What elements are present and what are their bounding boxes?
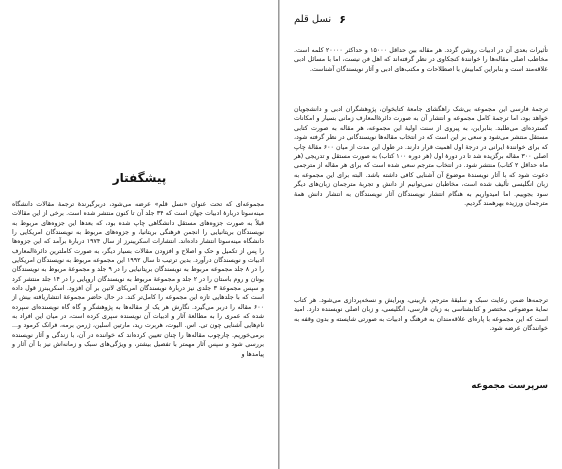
preface-body (12, 200, 264, 359)
paragraph-text: تأثیرات بعدی آن در ادبیات روشن گردد. هر مقاله بین حداقل ۱۵۰۰۰ و حداکثر ۲۰۰۰۰ کلمه است. مخاطب اصلی مقاله‌ها را خوانندهٔ کنجکاوی در نظر گرفته‌اند که اهل فن نیست، اما با مسائل ادبی علاقه‌مند است و بنابراین کمابیش با اصطلاحات و مکتب‌های ادبی و آثار نویسندگان آشناست. (294, 47, 548, 73)
running-head: نسل قلم (294, 14, 332, 25)
page-header (294, 13, 548, 26)
editor-signature: سرپرست مجموعه (471, 381, 548, 391)
preface-paragraph: مجموعه‌ای که تحت عنوان «نسل قلم» عرضه می‌شود، دربرگیرندهٔ ترجمهٔ مقالات دانشگاه مینه‌سوتا دربارهٔ ادبیات جهان است که ۳۴ جلد آن تا کنون منتشر شده است. برخی از این مقالات قبلاً به صورت جزوه‌های مستقل دانشگاهی چاپ شده بود، که بعدها این جزوه‌های مربوط به نویسندگان بریتانیایی را انجمن فرهنگی بریتانیا، و جزوه‌های مربوط به نویسندگان امریکایی را دانشگاه مینه‌سوتا انتشار داده‌اند. انتشارات اسکریبنرز از سال ۱۹۷۴ دربارهٔ برآمد که این جزوه‌ها را پس از تکمیل و حک و اصلاح و افزودن مقالات بسیار دیگر، به صورت کاملترین دائرة‌المعارف ادبیات و نویسندگان درآورد. بدین ترتیب تا سال ۱۹۹۲ این مجموعه مربوط به نویسندگان امریکایی را در ۸ جلد مجموعه مربوط به نویسندگان بریتانیایی را در ۹ جلد و مجموعهٔ مربوط به نویسندگان یونان و روم باستان را در ۲ جلد و مجموعهٔ مربوط به نویسندگان اروپایی را در ۱۴ جلد منتشر کرد و سپس مجموعهٔ ۳ جلدی نیز دربارهٔ نویسندگان امریکای لاتین بر آن افزود. اسکریبنرز قول داده است که با جلدهایی تازه این مجموعه را کامل‌تر کند. در حال حاضر مجموعهٔ انتشاریافته بیش از ۶۰۰ مقاله را دربر می‌گیرد. نگارش هر یک از مقاله‌ها به پژوهشگر و گاه گاه نویسنده‌ای سپرده شده که عمری را به مطالعهٔ آثار و ادبیات آن نویسنده سپری کرده است، در میان این افراد به نام‌هایی آشنایی چون تی. اس. الیوت، هربرت رید، مارتین اسلین، ژرمن برمه، فرانک کرمود و... برمی‌خوریم. چارچوب مقاله‌ها را چنان تعیین کرده‌اند که خواننده در آن، با زندگی و آثار نویسنده بررسی شود و سپس آثار مهمتر با تفصیل بیشتر، و ویژگی‌های سبک و زمانه‌اش نیز با آن آثار و پیامدها و (12, 201, 264, 358)
left-page (0, 0, 279, 469)
intro-paragraph-3 (294, 296, 548, 334)
paragraph-text: ترجمهٔ فارسی این مجموعه بی‌شک راهگشای جامعهٔ کتابخوان، پژوهشگران ادبی و دانشجویان خواهد بود، اما ترجمهٔ کامل مجموعه و انتشار آن به صورت دائرة‌المعارف زمانی بسیار و امکانات گسترده‌ای می‌طلبد. بنابراین، به پیروی از سنت اولیهٔ این مجموعه، هر مقاله به صورت کتابی مستقل منتشر می‌شود و سعی بر این است که در انتخاب مقاله‌ها نویسندگانی در نظر گرفته شود، که برای خوانندهٔ ایرانی در درجهٔ اول اهمیت قرار دارند. در طول این مدت از میان ۶۰۰ مقالهٔ چاپ اصلی ۳۰۰ مقاله برگزیده شد تا در دورهٔ اول (هر دوره ۱۰۰ کتاب) به صورت مستقل و تدریجی (هر ماه حداقل ۲ کتاب) منتشر شود. در انتخاب مترجم سعی شده است که برای هر مقاله از مترجمی دعوت شود که با آثار نویسندهٔ موضوع آن آشنایی کافی داشته باشد. البته برای این مجموعه به زبان انگلیسی تألیف شده است، مخاطبان نمی‌توانیم از دانش و تجربهٔ مترجمان زبان‌های دیگر سود بجوییم. اما امیدواریم به هنگام انتشار نویسندگان آثار نویسندگان به انتشار دانش همهٔ مترجمان ورزیده بهرهمند گردیم. (294, 106, 549, 208)
intro-paragraph-1 (294, 46, 548, 74)
paragraph-text: ترجمه‌ها ضمن رعایت سبک و سلیقهٔ مترجم، بازبینی، ویرایش و نسخه‌پردازی می‌شود. هر کتاب نمایهٔ موضوعی مختصر و کتابشناسی به زبان فارسی، انگلیسی، و زبان اصلی نویسنده دارد. امید است که این مجموعه با پاره‌ای علاقه‌مندان به فرهنگ و ادبیات به صورتی شایسته و بدون وقفه به خوانندگان عرضه شود. (294, 297, 548, 333)
right-page (280, 0, 562, 469)
page-number: ۶ (339, 13, 346, 26)
intro-paragraph-2 (294, 105, 548, 208)
preface-title: پیشگفتار (112, 171, 167, 185)
